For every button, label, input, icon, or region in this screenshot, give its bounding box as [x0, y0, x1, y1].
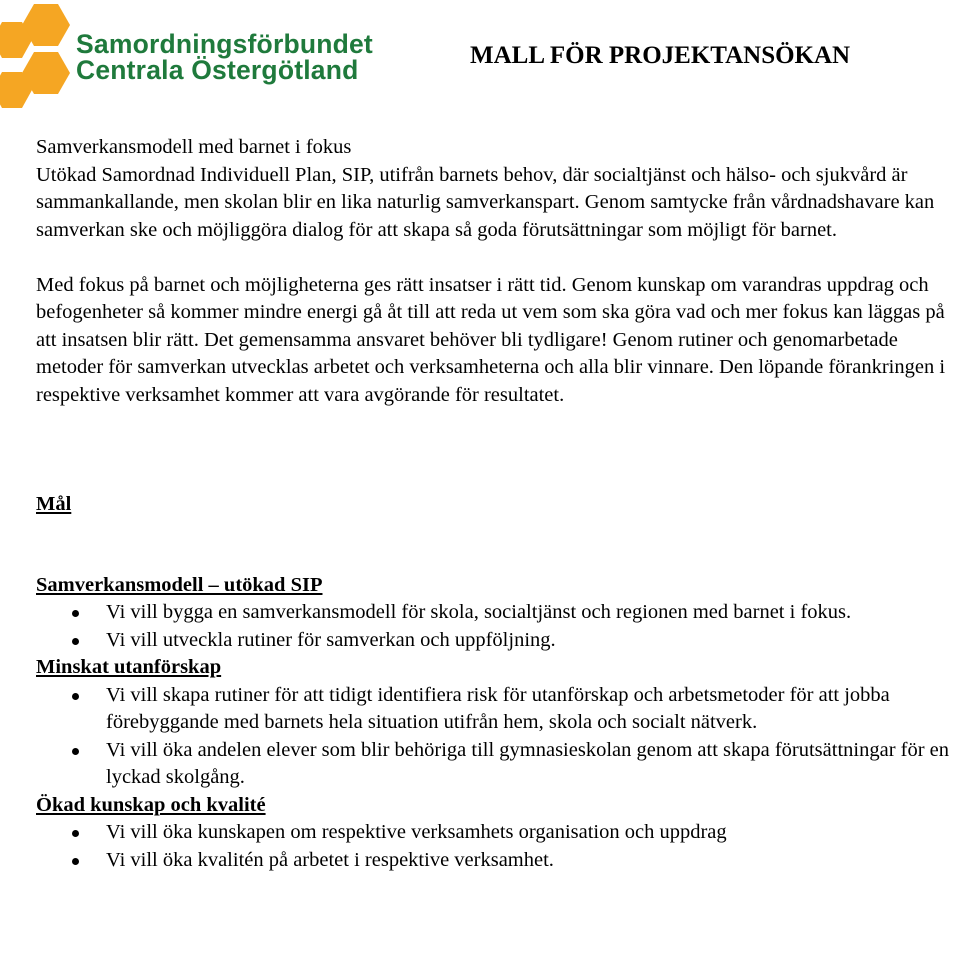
logo-text-line2: Centrala Östergötland — [76, 55, 359, 85]
intro-paragraph-2: Med fokus på barnet och möjligheterna ges rätt insatser i rätt tid. Genom kunskap om varandras uppdrag och befogenheter så kommer mindre energi gå åt till att reda ut vem som ska göra vad och mer fokus kan läggas på att insatsen blir rätt. Det gemensamma ansvaret behöver bli tydligare! Genom rutiner och genomarbetade metoder för samverkan utvecklas arbetet och verksamheterna och alla blir vinnare. Den löpande förankringen i respektive verksamhet kommer att vara avgörande för resultatet. — [36, 273, 946, 406]
intro-paragraph-1: Utökad Samordnad Individuell Plan, SIP, utifrån barnets behov, där socialtjänst och hälso- och sjukvård är sammankallande, men skolan blir en lika naturlig samverkanspart. Genom samtycke från vårdnadshavare kan samverkan ske och möjliggöra dialog för att skapa så goda förutsättningar som möjligt för barnet. — [36, 163, 935, 241]
bullet-text: Vi vill öka kvalitén på arbetet i respektive verksamhet. — [106, 848, 554, 871]
goal-bullet-list — [36, 599, 960, 654]
goal-bullet-item — [36, 682, 960, 737]
goals-heading: Mål — [36, 493, 72, 515]
bullet-icon — [72, 748, 79, 755]
document-body — [36, 134, 960, 874]
document-title: MALL FÖR PROJEKTANSÖKAN — [470, 42, 851, 69]
goal-bullet-item — [36, 819, 960, 847]
bullet-icon — [72, 610, 79, 617]
bullet-icon — [72, 858, 79, 865]
goal-section-title: Samverkansmodell – utökad SIP — [36, 573, 323, 596]
goal-section-title: Ökad kunskap och kvalité — [36, 793, 266, 816]
goal-bullet-list — [36, 819, 960, 874]
goal-bullet-item — [36, 737, 960, 792]
bullet-text: Vi vill bygga en samverkansmodell för skola, socialtjänst och regionen med barnet i fokus. — [106, 601, 852, 623]
bullet-text: Vi vill utveckla rutiner för samverkan och uppföljning. — [106, 628, 556, 651]
logo-text-line1: Samordningsförbundet — [76, 29, 373, 59]
hexagon-logo-icon — [0, 0, 80, 112]
goal-bullet-item — [36, 599, 960, 627]
organization-logo — [0, 0, 380, 112]
goal-bullet-item — [36, 847, 960, 875]
bullet-text: Vi vill skapa rutiner för att tidigt identifiera risk för utanförskap och arbetsmetoder för att jobba förebyggande med barnets hela situation utifrån hem, skola och socialt nätverk. — [106, 683, 890, 733]
bullet-text: Vi vill öka kunskapen om respektive verksamhets organisation och uppdrag — [106, 821, 727, 843]
bullet-text: Vi vill öka andelen elever som blir behöriga till gymnasieskolan genom att skapa förutsättningar för en lyckad skolgång. — [106, 738, 950, 788]
goal-section-title: Minskat utanförskap — [36, 656, 222, 678]
bullet-icon — [72, 830, 79, 837]
intro-subtitle: Samverkansmodell med barnet i fokus — [36, 136, 352, 158]
goal-bullet-item — [36, 627, 960, 655]
bullet-icon — [72, 638, 79, 645]
goal-bullet-list — [36, 682, 960, 792]
bullet-icon — [72, 693, 79, 700]
